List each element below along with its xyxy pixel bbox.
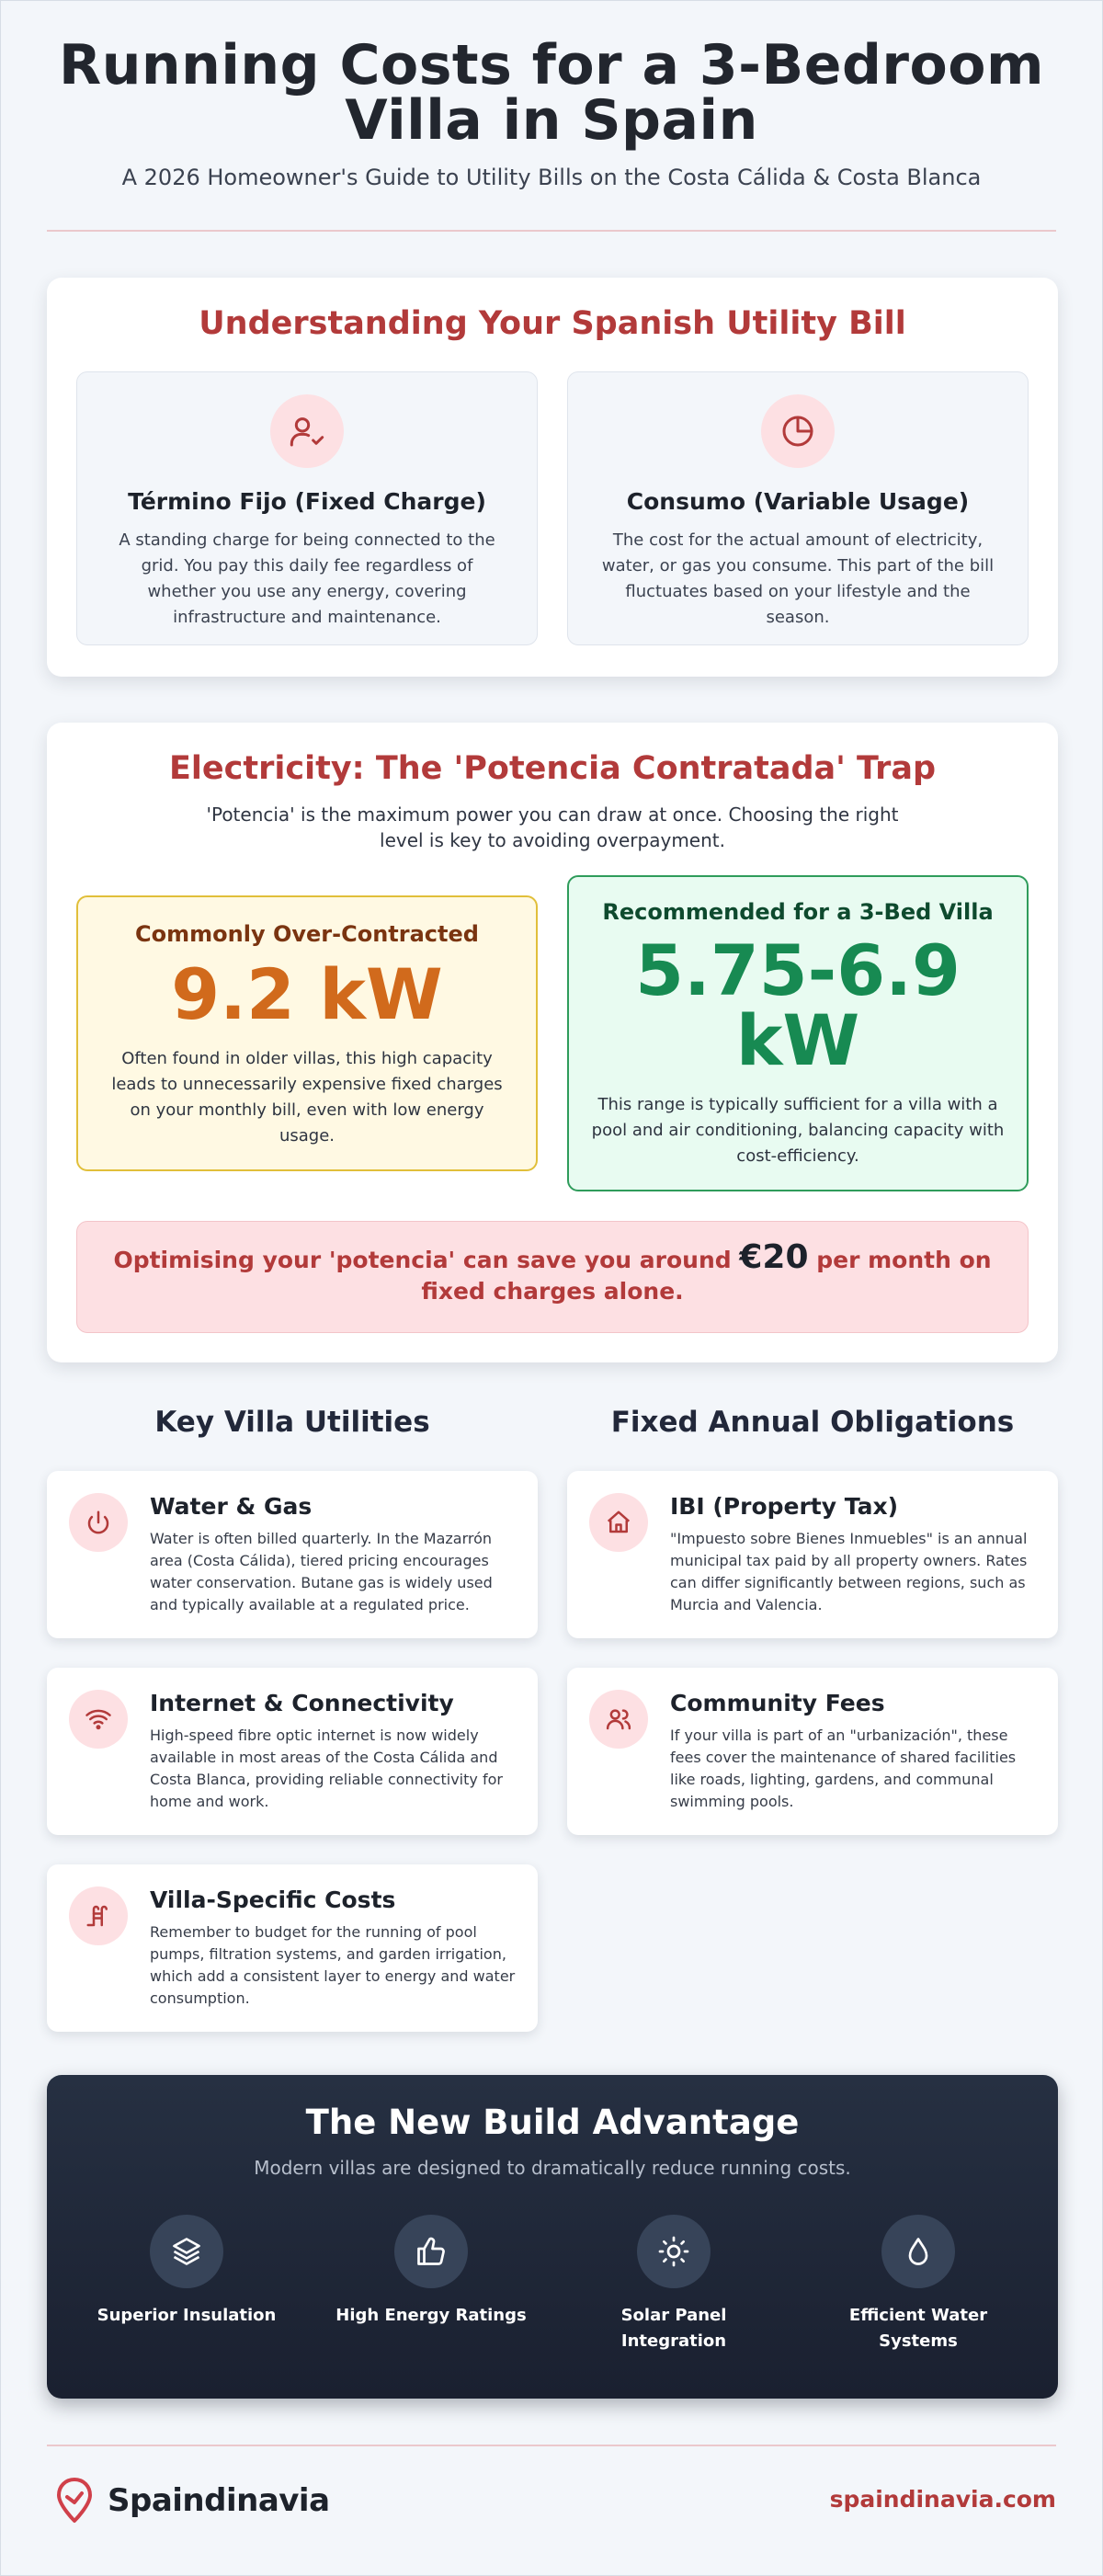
droplet-icon [881,2215,955,2288]
community-fees-text: If your villa is part of an "urbanización", these fees cover the maintenance of shared facilities like roads, lighting, gardens, and communal swimming pools. [670,1727,1017,1810]
location-pin-logo-icon [54,2477,95,2525]
over-contracted-value: 9.2 kW [171,953,443,1035]
ibi-card [567,1471,1058,1638]
wifi-icon [69,1690,128,1749]
recommended-text: This range is typically sufficient for a villa with a pool and air conditioning, balancing capacity with cost-efficiency. [591,1095,1005,1166]
thumbs-up-icon [394,2215,468,2288]
user-check-icon [270,394,344,468]
feature-solar-label [563,2303,784,2354]
title-line-2: Villa in Spain [345,88,758,153]
page-subtitle: A 2026 Homeowner's Guide to Utility Bills on the Costa Cálida & Costa Blanca [121,165,982,190]
recommended-value-line-2: kW [735,999,860,1081]
savings-callout [76,1221,1029,1333]
recommended-value [569,929,1027,1081]
feature-water-systems [808,2215,1029,2354]
feature-insulation-line-1: Superior Insulation [97,2306,277,2325]
villa-costs-text: Remember to budget for the running of pool pumps, filtration systems, and garden irrigation, which add a consistent layer to energy and water consumption. [150,1923,516,2007]
fixed-charge-text: A standing charge for being connected to the grid. You pay this daily fee regardless of whether you use any energy, covering infrastructure and maintenance. [119,530,495,627]
new-build-section [47,2075,1058,2399]
sun-icon [637,2215,711,2288]
variable-usage-title: Consumo (Variable Usage) [626,488,970,515]
pie-chart-icon [761,394,835,468]
ibi-text: "Impuesto sobre Bienes Inmuebles" is an annual municipal tax paid by all property owners. Rates can differ significantly between regions, such as Murcia and Valencia. [670,1530,1028,1613]
new-build-subtitle: Modern villas are designed to dramatically reduce running costs. [254,2157,851,2179]
feature-water-label [808,2303,1029,2354]
recommended-label: Recommended for a 3-Bed Villa [602,899,994,925]
potencia-subtitle: 'Potencia' is the maximum power you can draw at once. Choosing the right level is key to avoiding overpayment. [206,804,899,851]
savings-text-line-2: fixed charges alone. [421,1278,684,1305]
brand-logo[interactable] [54,2477,330,2525]
feature-energy-ratings-label [321,2303,541,2329]
water-gas-card [47,1471,538,1638]
internet-card [47,1668,538,1835]
users-icon [589,1690,648,1749]
savings-text-post: per month on [808,1247,992,1273]
feature-insulation-label [76,2303,297,2329]
internet-title: Internet & Connectivity [150,1690,454,1716]
feature-solar-line-1: Solar Panel [620,2306,727,2325]
layers-icon [150,2215,223,2288]
community-fees-card [567,1668,1058,1835]
footer-divider [47,2445,1056,2446]
community-fees-title: Community Fees [670,1690,885,1716]
house-icon [589,1493,648,1552]
feature-energy-ratings [321,2215,541,2329]
over-contracted-label: Commonly Over-Contracted [135,921,479,947]
bill-section [47,278,1058,677]
variable-usage-text: The cost for the actual amount of electricity, water, or gas you consume. This part of the bill fluctuates based on your lifestyle and the season. [601,530,995,627]
internet-text: High-speed fibre optic internet is now widely available in most areas of the Costa Cálida and Costa Blanca, providing reliable connectivity for home and work. [150,1727,503,1810]
over-contracted-card [76,895,538,1171]
savings-text-pre: Optimising your 'potencia' can save you around [113,1247,740,1273]
feature-solar [563,2215,784,2354]
pool-ladder-icon [69,1886,128,1945]
header-divider [47,230,1056,232]
variable-usage-card [567,371,1029,645]
recommended-value-line-1: 5.75-6.9 [635,929,961,1011]
potencia-section [47,723,1058,1362]
new-build-title: The New Build Advantage [305,2103,800,2142]
header [1,1,1102,190]
power-icon [69,1493,128,1552]
feature-energy-line-1: High Energy Ratings [335,2306,527,2325]
bill-section-title: Understanding Your Spanish Utility Bill [199,305,906,342]
key-utilities-title: Key Villa Utilities [154,1406,430,1439]
brand-name: Spaindinavia [108,2482,330,2519]
recommended-card [567,875,1029,1191]
water-gas-text: Water is often billed quarterly. In the Mazarrón area (Costa Cálida), tiered pricing encourages water conservation. Butane gas is widely used and typically available at a regulated price. [150,1530,493,1613]
annual-obligations-title: Fixed Annual Obligations [610,1406,1015,1439]
feature-insulation [76,2215,297,2329]
title-line-1: Running Costs for a 3-Bedroom [59,33,1044,97]
feature-water-line-1: Efficient Water [848,2306,988,2325]
page-title [1,33,1102,153]
feature-solar-line-2: Integration [620,2331,727,2351]
villa-costs-card [47,1864,538,2032]
fixed-charge-title: Término Fijo (Fixed Charge) [128,488,486,515]
savings-amount: €20 [739,1238,809,1276]
fixed-charge-card [76,371,538,645]
villa-costs-title: Villa-Specific Costs [150,1886,396,1913]
ibi-title: IBI (Property Tax) [670,1493,898,1520]
water-gas-title: Water & Gas [150,1493,313,1520]
potencia-section-title: Electricity: The 'Potencia Contratada' Trap [168,750,937,787]
website-link[interactable]: spaindinavia.com [829,2486,1056,2513]
feature-water-line-2: Systems [879,2331,958,2351]
over-contracted-text: Often found in older villas, this high capacity leads to unnecessarily expensive fixed charges on your monthly bill, even with low energy usage. [111,1049,503,1146]
